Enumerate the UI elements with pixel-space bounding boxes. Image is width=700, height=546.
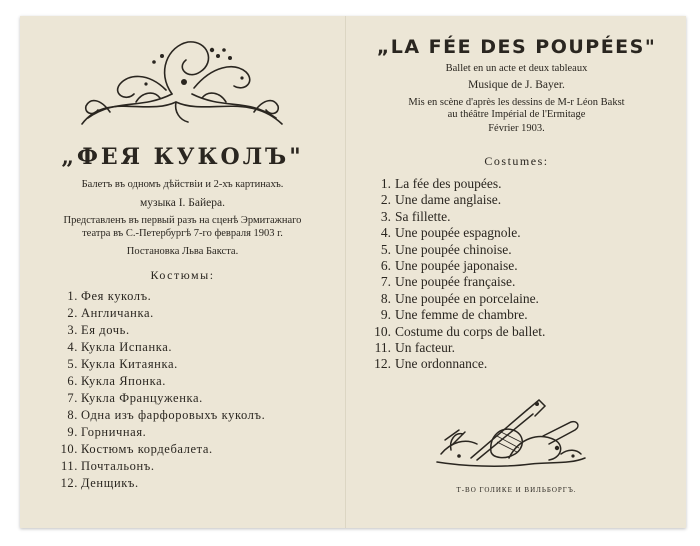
list-item <box>52 305 265 322</box>
list-item <box>52 458 265 475</box>
printer-imprint: Т-ВО ГОЛИКЕ И ВИЛЬБОРГЪ. <box>456 486 577 494</box>
list-item <box>52 475 265 492</box>
costumes-heading: Costumes: <box>484 154 549 168</box>
item-number: 8. <box>380 290 391 306</box>
rococo-scroll-ornament-icon <box>76 32 288 128</box>
list-item <box>369 340 545 356</box>
subtitle-line: Представленъ въ первый разъ на сценѣ Эрмитажнаго <box>63 215 302 226</box>
item-text: Почтальонъ. <box>81 459 155 473</box>
item-text: Одна изъ фарфоровыхъ куколъ. <box>81 408 266 422</box>
item-text: Une dame anglaise. <box>395 192 502 208</box>
item-text: Кукла Японка. <box>81 374 166 388</box>
list-item <box>369 356 545 372</box>
list-item <box>369 242 545 258</box>
item-number: 9. <box>67 425 78 439</box>
musical-instruments-vignette-icon <box>431 392 591 474</box>
item-text: Ея дочь. <box>81 323 130 337</box>
item-text: Une ordonnance. <box>395 356 488 372</box>
title-french: „LA FÉE DES POUPÉES" <box>376 36 657 58</box>
item-number: 5. <box>380 241 391 257</box>
list-item <box>369 274 545 290</box>
list-item <box>369 324 545 340</box>
item-number: 9. <box>380 307 391 323</box>
item-text: Денщикъ. <box>81 476 139 490</box>
item-text: Une poupée chinoise. <box>395 241 512 257</box>
item-text: Une poupée espagnole. <box>395 225 521 241</box>
list-item <box>369 291 545 307</box>
list-item <box>52 322 265 339</box>
item-text: Costume du corps de ballet. <box>395 323 546 339</box>
item-text: Une poupée japonaise. <box>395 257 518 273</box>
cast-list <box>369 176 545 373</box>
right-page <box>347 16 686 528</box>
item-text: Кукла Китаянка. <box>81 357 178 371</box>
item-number: 10. <box>60 442 78 456</box>
list-item <box>52 390 265 407</box>
list-item <box>369 307 545 323</box>
item-text: Sa fillette. <box>395 208 451 224</box>
list-item <box>52 441 265 458</box>
item-text: Англичанка. <box>81 306 154 320</box>
item-text: Une poupée française. <box>395 274 516 290</box>
list-item <box>52 288 265 305</box>
item-number: 11. <box>61 459 78 473</box>
item-number: 12. <box>60 476 78 490</box>
list-item <box>369 225 545 241</box>
list-item <box>369 209 545 225</box>
item-text: Кукла Испанка. <box>81 340 173 354</box>
item-number: 2. <box>380 192 391 208</box>
list-item <box>52 407 265 424</box>
item-text: Горничная. <box>81 425 147 439</box>
list-item <box>52 373 265 390</box>
item-number: 10. <box>374 323 391 339</box>
item-number: 3. <box>67 323 78 337</box>
list-item <box>52 356 265 373</box>
item-number: 12. <box>374 356 391 372</box>
item-text: Костюмъ кордебалета. <box>81 442 213 456</box>
item-number: 3. <box>380 208 391 224</box>
title-russian: „ФЕЯ КУКОЛЪ" <box>61 144 304 170</box>
subtitle-line: Постановка Льва Бакста. <box>126 246 239 257</box>
item-text: Un facteur. <box>395 339 455 355</box>
item-number: 7. <box>380 274 391 290</box>
item-text: Фея куколъ. <box>81 289 152 303</box>
item-number: 4. <box>67 340 78 354</box>
item-text: Une poupée en porcelaine. <box>395 290 539 306</box>
list-item <box>369 258 545 274</box>
item-number: 8. <box>67 408 78 422</box>
item-text: La fée des poupées. <box>395 176 502 191</box>
subtitle-line: Mis en scène d'après les dessins de M-r Léon Bakst <box>408 97 625 108</box>
list-item <box>52 424 265 441</box>
item-number: 2. <box>67 306 78 320</box>
cast-list <box>52 288 265 492</box>
list-item <box>369 176 545 192</box>
subtitle-line: Février 1903. <box>488 123 545 134</box>
item-number: 7. <box>67 391 78 405</box>
item-number: 1. <box>67 289 78 303</box>
subtitle-line: музыка І. Байера. <box>140 197 225 209</box>
item-text: Кукла Француженка. <box>81 391 203 405</box>
item-number: 1. <box>380 176 391 191</box>
left-page <box>20 16 345 528</box>
item-number: 5. <box>67 357 78 371</box>
list-item <box>369 192 545 208</box>
item-number: 11. <box>374 339 391 355</box>
item-text: Une femme de chambre. <box>395 307 528 323</box>
costumes-heading: Костюмы: <box>150 268 215 282</box>
subtitle-line: au théâtre Impérial de l'Ermitage <box>447 109 586 120</box>
subtitle-line: театра въ С.-Петербургѣ 7-го февраля 1903 г. <box>82 228 283 239</box>
subtitle-line: Балетъ въ одномъ дѣйствіи и 2-хъ картинахъ. <box>81 179 284 190</box>
subtitle-line: Musique de J. Bayer. <box>468 79 565 91</box>
item-number: 4. <box>380 225 391 241</box>
list-item <box>52 339 265 356</box>
item-number: 6. <box>380 257 391 273</box>
subtitle-line: Ballet en un acte et deux tableaux <box>445 63 588 74</box>
item-number: 6. <box>67 374 78 388</box>
